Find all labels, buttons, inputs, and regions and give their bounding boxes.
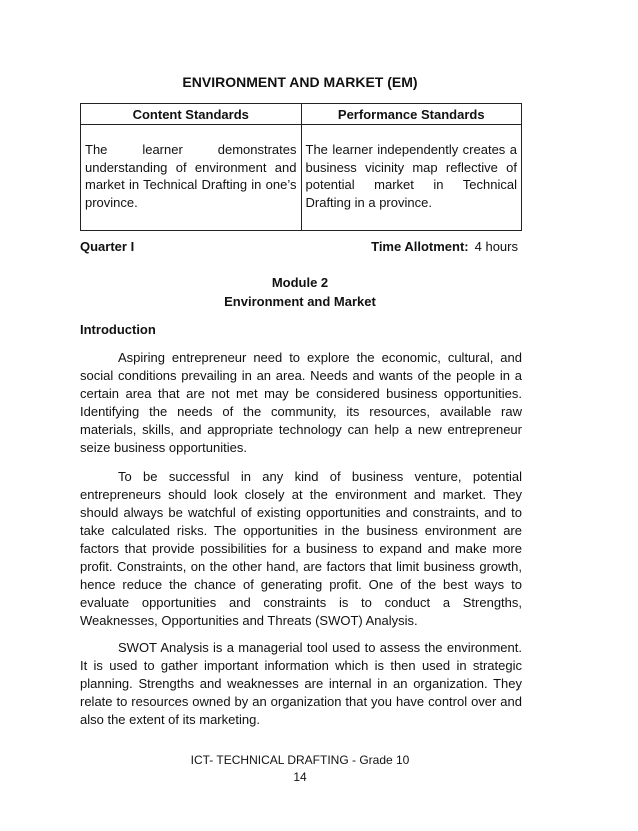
page-number: 14 (293, 770, 307, 784)
module-heading (0, 273, 600, 311)
module-title: Environment and Market (224, 294, 376, 309)
content-standards-header: Content Standards (81, 104, 302, 125)
performance-standards-cell: The learner independently creates a business vicinity map reflective of potential market in Technical Drafting in a province. (301, 125, 522, 231)
time-allotment-label: Time Allotment: (371, 239, 469, 254)
page-footer (0, 752, 600, 786)
content-standards-cell: The learner demonstrates understanding of environment and market in Technical Drafting in one’s province. (81, 125, 302, 231)
introduction-heading: Introduction (80, 322, 156, 337)
intro-paragraph-2: To be successful in any kind of business venture, potential entrepreneurs should look closely at the environment and market. They should always be watchful of existing opportunities and constraints, and to take calculated risks. The opportunities in the business environment are factors that provide possibilities for a business to expand and make more profit. Constraints, on the other hand, are factors that limit business growth, hence reduce the chance of generating profit. One of the best ways to evaluate opportunities and constraints is to conduct a Strengths, Weaknesses, Opportunities and Threats (SWOT) Analysis. (80, 469, 522, 628)
time-allotment-value: 4 hours (474, 239, 518, 254)
standards-table (80, 103, 522, 231)
performance-standards-header: Performance Standards (301, 104, 522, 125)
time-allotment (371, 239, 518, 254)
footer-course: ICT- TECHNICAL DRAFTING - Grade 10 (190, 753, 410, 767)
module-number: Module 2 (271, 275, 329, 290)
quarter-label: Quarter I (80, 239, 135, 254)
intro-paragraph-1: Aspiring entrepreneur need to explore the economic, cultural, and social conditions prevailing in an area. Needs and wants of the people in a certain area that are not met may be considered business opportunities. Identifying the needs of the community, its resources, available raw materials, skills, and appropriate technology can help a new entrepreneur seize business opportunities. (80, 350, 522, 455)
table-header-row (81, 104, 522, 125)
intro-paragraph-3: SWOT Analysis is a managerial tool used to assess the environment. It is used to gather important information which is then used in strategic planning. Strengths and weaknesses are internal in an organization. They relate to resources owned by an organization that you have control over and also the extent of its marketing. (80, 640, 522, 727)
table-row (81, 125, 522, 231)
page-title: ENVIRONMENT AND MARKET (EM) (182, 74, 418, 90)
